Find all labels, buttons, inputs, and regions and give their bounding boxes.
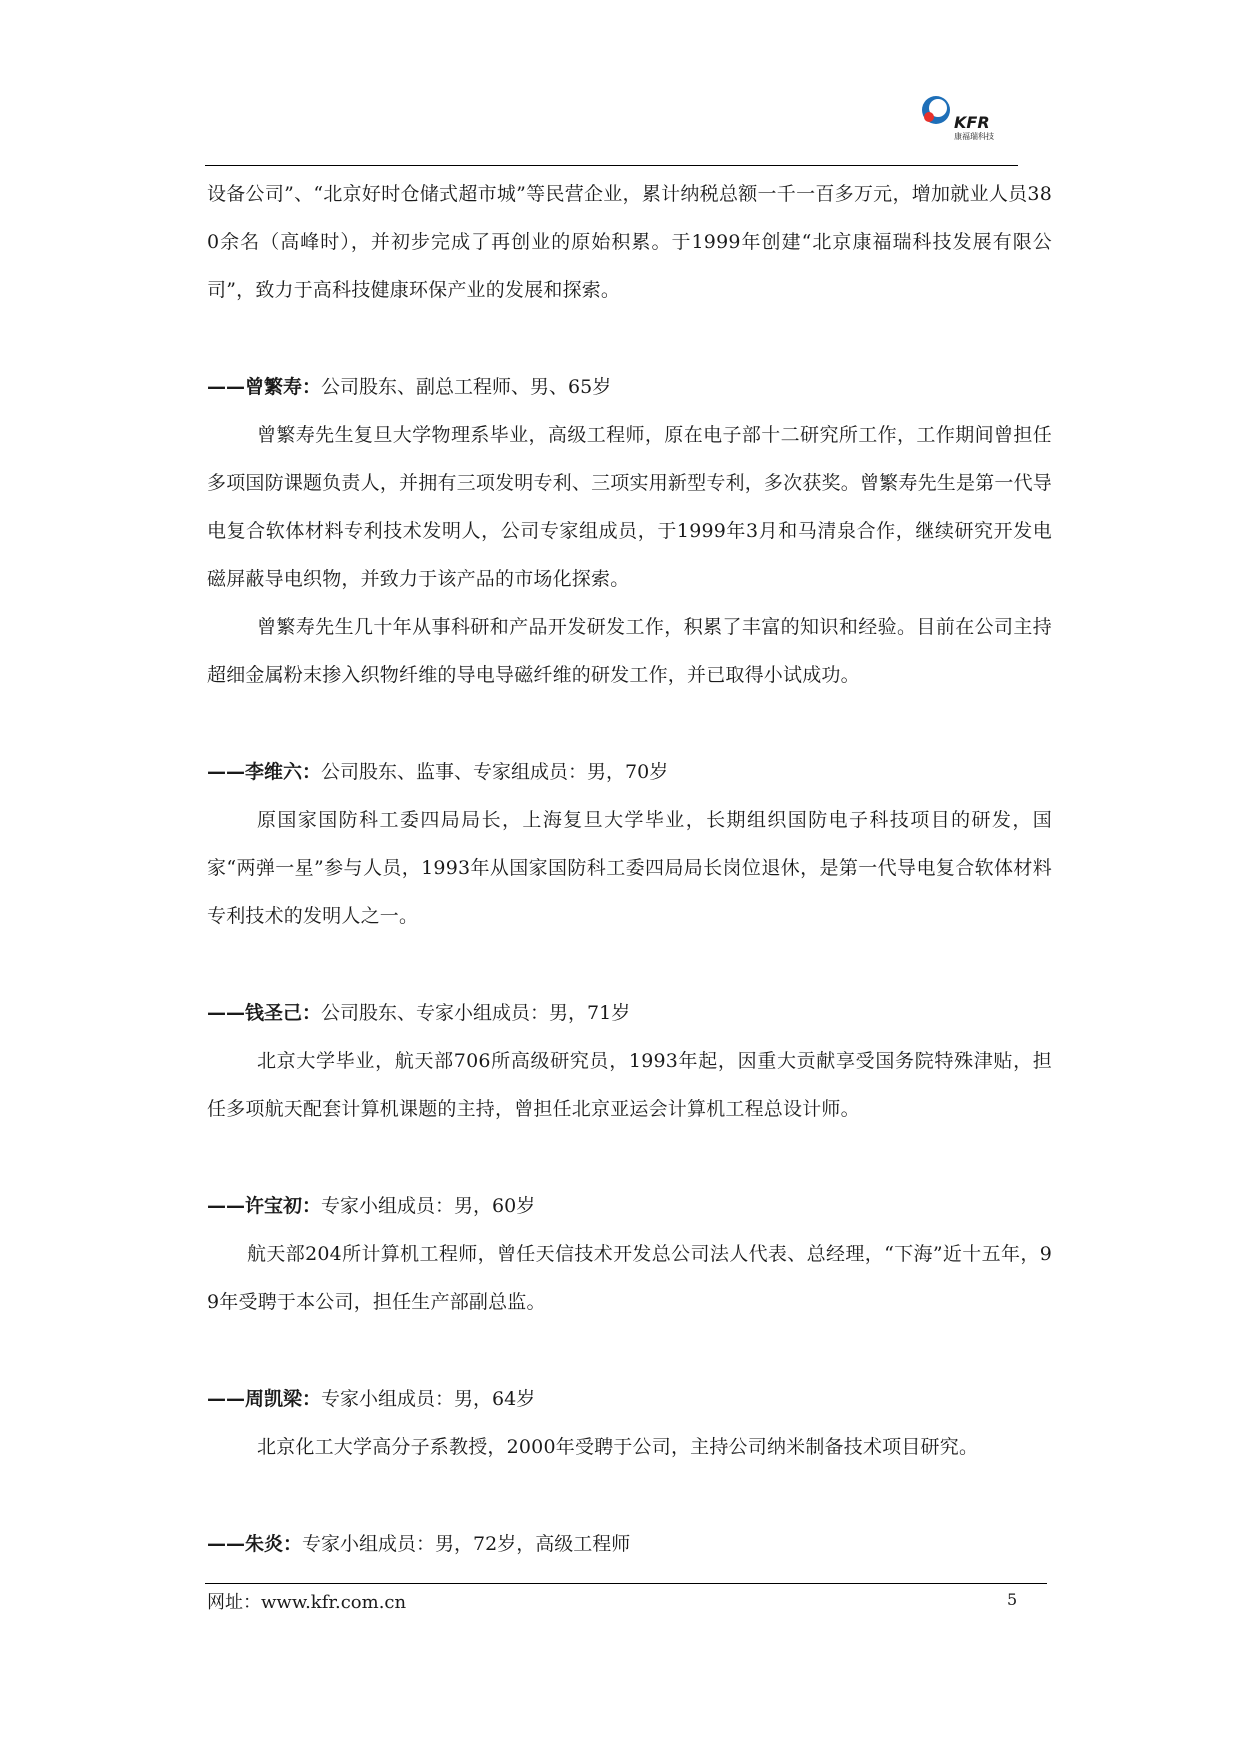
person-paragraph: 北京化工大学高分子系教授，2000年受聘于公司，主持公司纳米制备技术项目研究。 [257, 1436, 979, 1458]
person-name: 周凯梁： [245, 1388, 322, 1410]
heading-dash: —— [207, 376, 245, 398]
logo-subtitle: 康福瑞科技 [954, 132, 994, 141]
person-paragraph: 曾繁寿先生几十年从事科研和产品开发研发工作，积累了丰富的知识和经验。目前在公司主持超细金属粉末掺入织物纤维的导电导磁纤维的研发工作，并已取得小试成功。 [207, 616, 1052, 686]
person-name: 朱炎： [245, 1533, 303, 1555]
person-role: 公司股东、监事、专家组成员：男，70岁 [321, 761, 669, 783]
footer-website-url: 网址：www.kfr.com.cn [207, 1592, 407, 1613]
person-paragraph: 曾繁寿先生复旦大学物理系毕业，高级工程师，原在电子部十二研究所工作，工作期间曾担任多项国防课题负责人，并拥有三项发明专利、三项实用新型专利，多次获奖。曾繁寿先生是第一代导电复合软体材料专利技术发明人，公司专家组成员，于1999年3月和马清泉合作，继续研究开发电磁屏蔽导电织物，并致力于该产品的市场化探索。 [207, 424, 1052, 590]
person-name: 许宝初： [245, 1195, 322, 1217]
page-number: 5 [1007, 1590, 1018, 1609]
person-heading [207, 1182, 1052, 1230]
person-name: 曾繁寿： [245, 376, 322, 398]
person-role: 专家小组成员：男，72岁，高级工程师 [302, 1533, 631, 1555]
person-name: 钱圣己： [245, 1002, 322, 1024]
heading-dash: —— [207, 1388, 245, 1410]
person-section [207, 989, 1052, 1133]
person-section [207, 1182, 1052, 1326]
person-section [207, 363, 1052, 699]
person-heading [207, 1520, 1052, 1568]
person-heading [207, 748, 1052, 796]
logo-text: KFR [954, 113, 990, 132]
continuation-paragraph: 设备公司”、“北京好时仓储式超市城”等民营企业，累计纳税总额一千一百多万元，增加就业人员380余名（高峰时），并初步完成了再创业的原始积累。于1999年创建“北京康福瑞科技发展有限公司”，致力于高科技健康环保产业的发展和探索。 [207, 183, 1052, 301]
heading-dash: —— [207, 761, 245, 783]
person-role: 公司股东、副总工程师、男、65岁 [321, 376, 612, 398]
person-heading [207, 363, 1052, 411]
person-role: 公司股东、专家小组成员：男，71岁 [321, 1002, 631, 1024]
heading-dash: —— [207, 1195, 245, 1217]
main-content [207, 170, 1052, 1568]
person-section [207, 1375, 1052, 1471]
footer-divider [205, 1583, 1047, 1584]
header-divider [205, 165, 1018, 166]
heading-dash: —— [207, 1002, 245, 1024]
person-role: 专家小组成员：男，60岁 [321, 1195, 536, 1217]
person-name: 李维六： [245, 761, 322, 783]
person-heading [207, 1375, 1052, 1423]
person-heading [207, 989, 1052, 1037]
person-section [207, 1520, 1052, 1568]
person-paragraph: 原国家国防科工委四局局长，上海复旦大学毕业，长期组织国防电子科技项目的研发，国家“两弹一星”参与人员，1993年从国家国防科工委四局局长岗位退休，是第一代导电复合软体材料专利技术的发明人之一。 [207, 809, 1052, 927]
person-paragraph: 航天部204所计算机工程师，曾任天信技术开发总公司法人代表、总经理，“下海”近十五年，99年受聘于本公司，担任生产部副总监。 [207, 1243, 1052, 1313]
person-section [207, 748, 1052, 940]
person-role: 专家小组成员：男，64岁 [321, 1388, 536, 1410]
heading-dash: —— [207, 1533, 245, 1555]
person-paragraph: 北京大学毕业，航天部706所高级研究员，1993年起，因重大贡献享受国务院特殊津贴，担任多项航天配套计算机课题的主持，曾担任北京亚运会计算机工程总设计师。 [207, 1050, 1052, 1120]
